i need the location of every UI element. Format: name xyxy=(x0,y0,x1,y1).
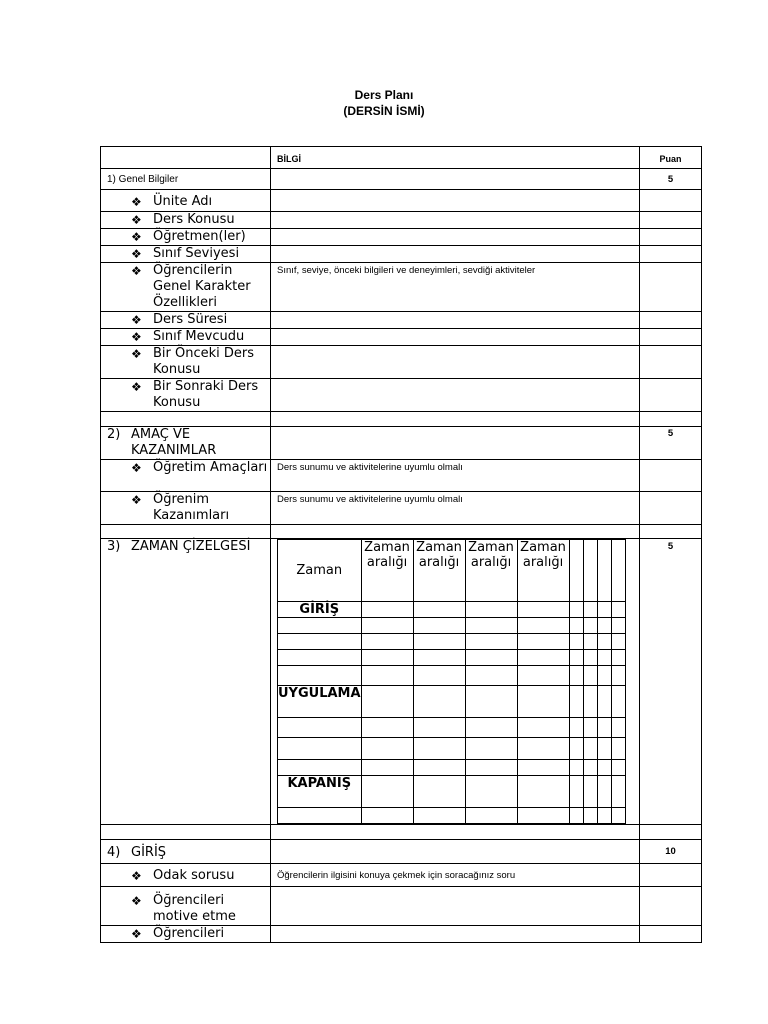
student-traits-hint: Sınıf, seviye, önceki bilgileri ve deneyimleri, sevdiği aktiviteler xyxy=(277,265,536,276)
table-cell xyxy=(640,263,702,312)
table-cell xyxy=(465,808,517,824)
score-column-header: Puan xyxy=(659,154,682,164)
table-cell xyxy=(271,379,640,412)
table-cell xyxy=(583,602,597,618)
table-cell xyxy=(101,263,271,312)
table-cell xyxy=(278,760,362,776)
table-cell xyxy=(271,329,640,346)
table-cell xyxy=(611,634,625,650)
list-item: Bir Sonraki Ders Konusu xyxy=(153,379,259,410)
table-cell xyxy=(361,618,413,634)
table-cell xyxy=(361,634,413,650)
table-cell xyxy=(517,808,569,824)
table-row xyxy=(278,650,626,666)
list-item: Sınıf Mevcudu xyxy=(153,329,245,344)
table-cell xyxy=(640,825,702,840)
table-cell xyxy=(583,666,597,686)
table-cell xyxy=(569,540,583,602)
section-aims-score: 5 xyxy=(667,428,674,439)
table-row xyxy=(278,718,626,738)
section-intro-label: GİRİŞ xyxy=(131,845,167,860)
table-cell xyxy=(640,427,702,460)
table-cell xyxy=(271,312,640,329)
table-cell xyxy=(271,147,640,169)
table-row xyxy=(101,427,702,460)
table-cell xyxy=(569,686,583,718)
table-cell xyxy=(569,718,583,738)
diamond-bullet-icon: ❖ xyxy=(131,461,142,475)
diamond-bullet-icon: ❖ xyxy=(131,230,142,244)
table-cell xyxy=(597,666,611,686)
list-item: Öğretim Amaçları xyxy=(153,460,268,475)
table-cell xyxy=(597,776,611,808)
table-row xyxy=(101,190,702,212)
table-cell xyxy=(611,618,625,634)
table-cell xyxy=(583,718,597,738)
diamond-bullet-icon: ❖ xyxy=(131,313,142,327)
section-number: 2) xyxy=(107,427,121,442)
table-cell xyxy=(640,412,702,427)
table-cell xyxy=(640,329,702,346)
table-cell xyxy=(271,229,640,246)
table-cell xyxy=(597,634,611,650)
list-item: Ders Konusu xyxy=(153,212,235,227)
table-row xyxy=(278,666,626,686)
table-cell xyxy=(583,776,597,808)
diamond-bullet-icon: ❖ xyxy=(131,195,142,209)
table-cell xyxy=(271,427,640,460)
table-cell xyxy=(569,634,583,650)
table-cell xyxy=(611,760,625,776)
table-cell xyxy=(413,650,465,666)
list-item: Ders Süresi xyxy=(153,312,228,327)
table-cell xyxy=(569,776,583,808)
table-cell xyxy=(413,738,465,760)
table-cell xyxy=(271,346,640,379)
table-cell xyxy=(271,169,640,190)
table-cell xyxy=(101,346,271,379)
table-cell xyxy=(465,650,517,666)
table-cell xyxy=(640,492,702,525)
table-cell xyxy=(271,825,640,840)
table-cell xyxy=(611,738,625,760)
table-cell xyxy=(101,864,271,887)
section-general-label: 1) Genel Bilgiler xyxy=(107,174,179,185)
schedule-table xyxy=(277,539,626,824)
table-cell xyxy=(101,887,271,926)
table-cell xyxy=(278,634,362,650)
diamond-bullet-icon: ❖ xyxy=(131,927,142,941)
table-cell xyxy=(361,760,413,776)
table-cell xyxy=(569,760,583,776)
table-cell xyxy=(640,887,702,926)
table-row xyxy=(278,634,626,650)
table-cell xyxy=(583,618,597,634)
table-cell xyxy=(569,618,583,634)
table-cell xyxy=(611,666,625,686)
table-row xyxy=(101,312,702,329)
table-cell xyxy=(465,776,517,808)
table-cell xyxy=(271,539,640,825)
table-cell xyxy=(271,190,640,212)
table-cell xyxy=(597,686,611,718)
table-cell xyxy=(583,760,597,776)
table-cell xyxy=(517,602,569,618)
table-cell xyxy=(597,618,611,634)
table-cell xyxy=(640,212,702,229)
table-cell xyxy=(611,540,625,602)
table-cell xyxy=(361,738,413,760)
list-item: Öğrenim Kazanımları xyxy=(153,492,230,523)
table-row xyxy=(101,926,702,943)
table-cell xyxy=(611,776,625,808)
table-row xyxy=(278,686,626,718)
diamond-bullet-icon: ❖ xyxy=(131,380,142,394)
table-cell xyxy=(640,190,702,212)
table-cell xyxy=(517,666,569,686)
table-cell xyxy=(640,864,702,887)
diamond-bullet-icon: ❖ xyxy=(131,894,142,908)
table-row xyxy=(101,539,702,825)
section-number: 4) xyxy=(107,845,121,860)
table-cell xyxy=(101,427,271,460)
table-cell xyxy=(271,246,640,263)
schedule-header-row xyxy=(278,540,626,602)
table-cell xyxy=(101,169,271,190)
table-cell xyxy=(640,379,702,412)
table-cell xyxy=(640,539,702,825)
table-cell xyxy=(278,666,362,686)
table-cell xyxy=(101,329,271,346)
table-cell xyxy=(597,738,611,760)
interval-column-header: Zaman aralığı xyxy=(413,540,465,602)
table-cell xyxy=(465,718,517,738)
list-item: Öğrencilerin Genel Karakter Özellikleri xyxy=(153,263,251,310)
table-cell xyxy=(465,602,517,618)
table-cell xyxy=(271,412,640,427)
phase-intro-label: GİRİŞ xyxy=(278,602,362,618)
table-cell xyxy=(271,212,640,229)
table-row xyxy=(101,329,702,346)
table-cell xyxy=(640,346,702,379)
table-cell xyxy=(583,738,597,760)
table-cell xyxy=(640,840,702,864)
table-cell xyxy=(583,650,597,666)
table-cell xyxy=(361,650,413,666)
table-cell xyxy=(271,926,640,943)
table-cell xyxy=(271,525,640,539)
table-cell xyxy=(271,840,640,864)
table-cell xyxy=(271,887,640,926)
table-cell xyxy=(465,760,517,776)
table-cell xyxy=(101,926,271,943)
table-cell xyxy=(101,312,271,329)
list-item: Bir Önceki Ders Konusu xyxy=(153,346,255,377)
table-cell xyxy=(361,602,413,618)
table-row xyxy=(101,169,702,190)
table-cell xyxy=(101,190,271,212)
spacer-row xyxy=(101,525,702,539)
table-cell xyxy=(465,686,517,718)
table-cell xyxy=(361,776,413,808)
diamond-bullet-icon: ❖ xyxy=(131,330,142,344)
table-cell xyxy=(569,666,583,686)
table-cell xyxy=(278,618,362,634)
table-cell xyxy=(640,229,702,246)
table-cell xyxy=(465,666,517,686)
diamond-bullet-icon: ❖ xyxy=(131,247,142,261)
table-cell xyxy=(278,718,362,738)
table-cell xyxy=(583,634,597,650)
page-title: Ders Planı xyxy=(354,88,414,102)
table-row xyxy=(278,760,626,776)
section-aims-label: AMAÇ VE KAZANIMLAR xyxy=(131,427,217,458)
table-row xyxy=(101,246,702,263)
diamond-bullet-icon: ❖ xyxy=(131,347,142,361)
table-cell xyxy=(361,686,413,718)
table-cell xyxy=(101,379,271,412)
table-row xyxy=(278,776,626,808)
table-cell xyxy=(101,492,271,525)
table-cell xyxy=(597,760,611,776)
table-row xyxy=(278,738,626,760)
table-row xyxy=(101,492,702,525)
table-cell xyxy=(101,229,271,246)
table-cell xyxy=(413,666,465,686)
list-item: Odak sorusu xyxy=(153,868,235,883)
table-cell xyxy=(271,460,640,492)
table-cell xyxy=(517,718,569,738)
section-number: 3) xyxy=(107,539,121,554)
table-cell xyxy=(465,634,517,650)
section-schedule-score: 5 xyxy=(667,541,674,552)
list-item: Sınıf Seviyesi xyxy=(153,246,240,261)
table-cell xyxy=(101,412,271,427)
table-cell xyxy=(413,808,465,824)
list-item: Öğrencileri xyxy=(153,926,225,941)
interval-column-header: Zaman aralığı xyxy=(517,540,569,602)
table-row xyxy=(101,864,702,887)
table-cell xyxy=(271,864,640,887)
table-row xyxy=(101,212,702,229)
interval-column-header: Zaman aralığı xyxy=(465,540,517,602)
table-cell xyxy=(517,618,569,634)
table-cell xyxy=(413,634,465,650)
table-cell xyxy=(413,718,465,738)
table-cell xyxy=(597,808,611,824)
table-cell xyxy=(640,246,702,263)
table-cell xyxy=(465,738,517,760)
phase-practice-label: UYGULAMA xyxy=(278,686,362,718)
table-cell xyxy=(640,312,702,329)
table-cell xyxy=(101,246,271,263)
table-cell xyxy=(611,686,625,718)
diamond-bullet-icon: ❖ xyxy=(131,493,142,507)
table-row xyxy=(278,602,626,618)
table-row xyxy=(101,379,702,412)
table-cell xyxy=(361,808,413,824)
table-row xyxy=(101,840,702,864)
table-cell xyxy=(361,718,413,738)
focus-question-hint: Öğrencilerin ilgisini konuya çekmek için soracağınız soru xyxy=(277,870,516,881)
table-cell xyxy=(517,760,569,776)
table-cell xyxy=(583,540,597,602)
table-cell xyxy=(517,650,569,666)
table-cell xyxy=(361,666,413,686)
table-cell xyxy=(597,650,611,666)
table-cell xyxy=(640,525,702,539)
table-row xyxy=(101,460,702,492)
zaman-column-header: Zaman xyxy=(278,540,362,602)
page-subtitle: (DERSİN İSMİ) xyxy=(343,104,425,118)
table-cell xyxy=(413,686,465,718)
table-cell xyxy=(517,738,569,760)
table-cell xyxy=(611,718,625,738)
table-cell xyxy=(611,808,625,824)
outcomes-hint: Ders sunumu ve aktivitelerine uyumlu olmalı xyxy=(277,494,463,505)
table-cell xyxy=(413,760,465,776)
table-cell xyxy=(640,460,702,492)
table-header-row xyxy=(101,147,702,169)
diamond-bullet-icon: ❖ xyxy=(131,264,142,278)
spacer-row xyxy=(101,412,702,427)
table-cell xyxy=(278,808,362,824)
table-cell xyxy=(597,540,611,602)
table-cell xyxy=(101,539,271,825)
interval-column-header: Zaman aralığı xyxy=(361,540,413,602)
table-cell xyxy=(569,738,583,760)
table-row xyxy=(101,263,702,312)
list-item: Öğrencileri motive etme xyxy=(153,893,236,924)
table-cell xyxy=(517,776,569,808)
table-cell xyxy=(465,618,517,634)
spacer-row xyxy=(101,825,702,840)
lesson-plan-table xyxy=(100,146,702,943)
table-cell xyxy=(413,618,465,634)
table-row xyxy=(101,346,702,379)
table-cell xyxy=(611,650,625,666)
table-cell xyxy=(101,460,271,492)
table-row xyxy=(278,808,626,824)
table-cell xyxy=(271,492,640,525)
table-cell xyxy=(517,686,569,718)
table-cell xyxy=(583,808,597,824)
table-cell xyxy=(101,212,271,229)
table-cell xyxy=(413,776,465,808)
table-cell xyxy=(101,825,271,840)
table-row xyxy=(101,229,702,246)
table-row xyxy=(278,618,626,634)
table-cell xyxy=(101,147,271,169)
diamond-bullet-icon: ❖ xyxy=(131,213,142,227)
table-cell xyxy=(278,738,362,760)
table-cell xyxy=(597,602,611,618)
table-cell xyxy=(640,147,702,169)
table-cell xyxy=(569,650,583,666)
diamond-bullet-icon: ❖ xyxy=(131,869,142,883)
list-item: Ünite Adı xyxy=(153,194,213,209)
aims-hint: Ders sunumu ve aktivitelerine uyumlu olmalı xyxy=(277,462,463,473)
table-cell xyxy=(101,840,271,864)
table-cell xyxy=(640,926,702,943)
table-cell xyxy=(278,650,362,666)
table-cell xyxy=(271,263,640,312)
table-cell xyxy=(101,525,271,539)
list-item: Öğretmen(ler) xyxy=(153,229,246,244)
table-cell xyxy=(640,169,702,190)
table-cell xyxy=(583,686,597,718)
table-cell xyxy=(597,718,611,738)
table-cell xyxy=(611,602,625,618)
section-general-score: 5 xyxy=(667,174,674,185)
section-schedule-label: ZAMAN ÇİZELGESİ xyxy=(131,539,251,554)
table-cell xyxy=(413,602,465,618)
table-cell xyxy=(517,634,569,650)
table-row xyxy=(101,887,702,926)
section-intro-score: 10 xyxy=(665,846,676,857)
table-cell xyxy=(569,602,583,618)
table-cell xyxy=(569,808,583,824)
info-column-header: BİLGİ xyxy=(277,154,301,164)
phase-close-label: KAPANIŞ xyxy=(278,776,362,808)
